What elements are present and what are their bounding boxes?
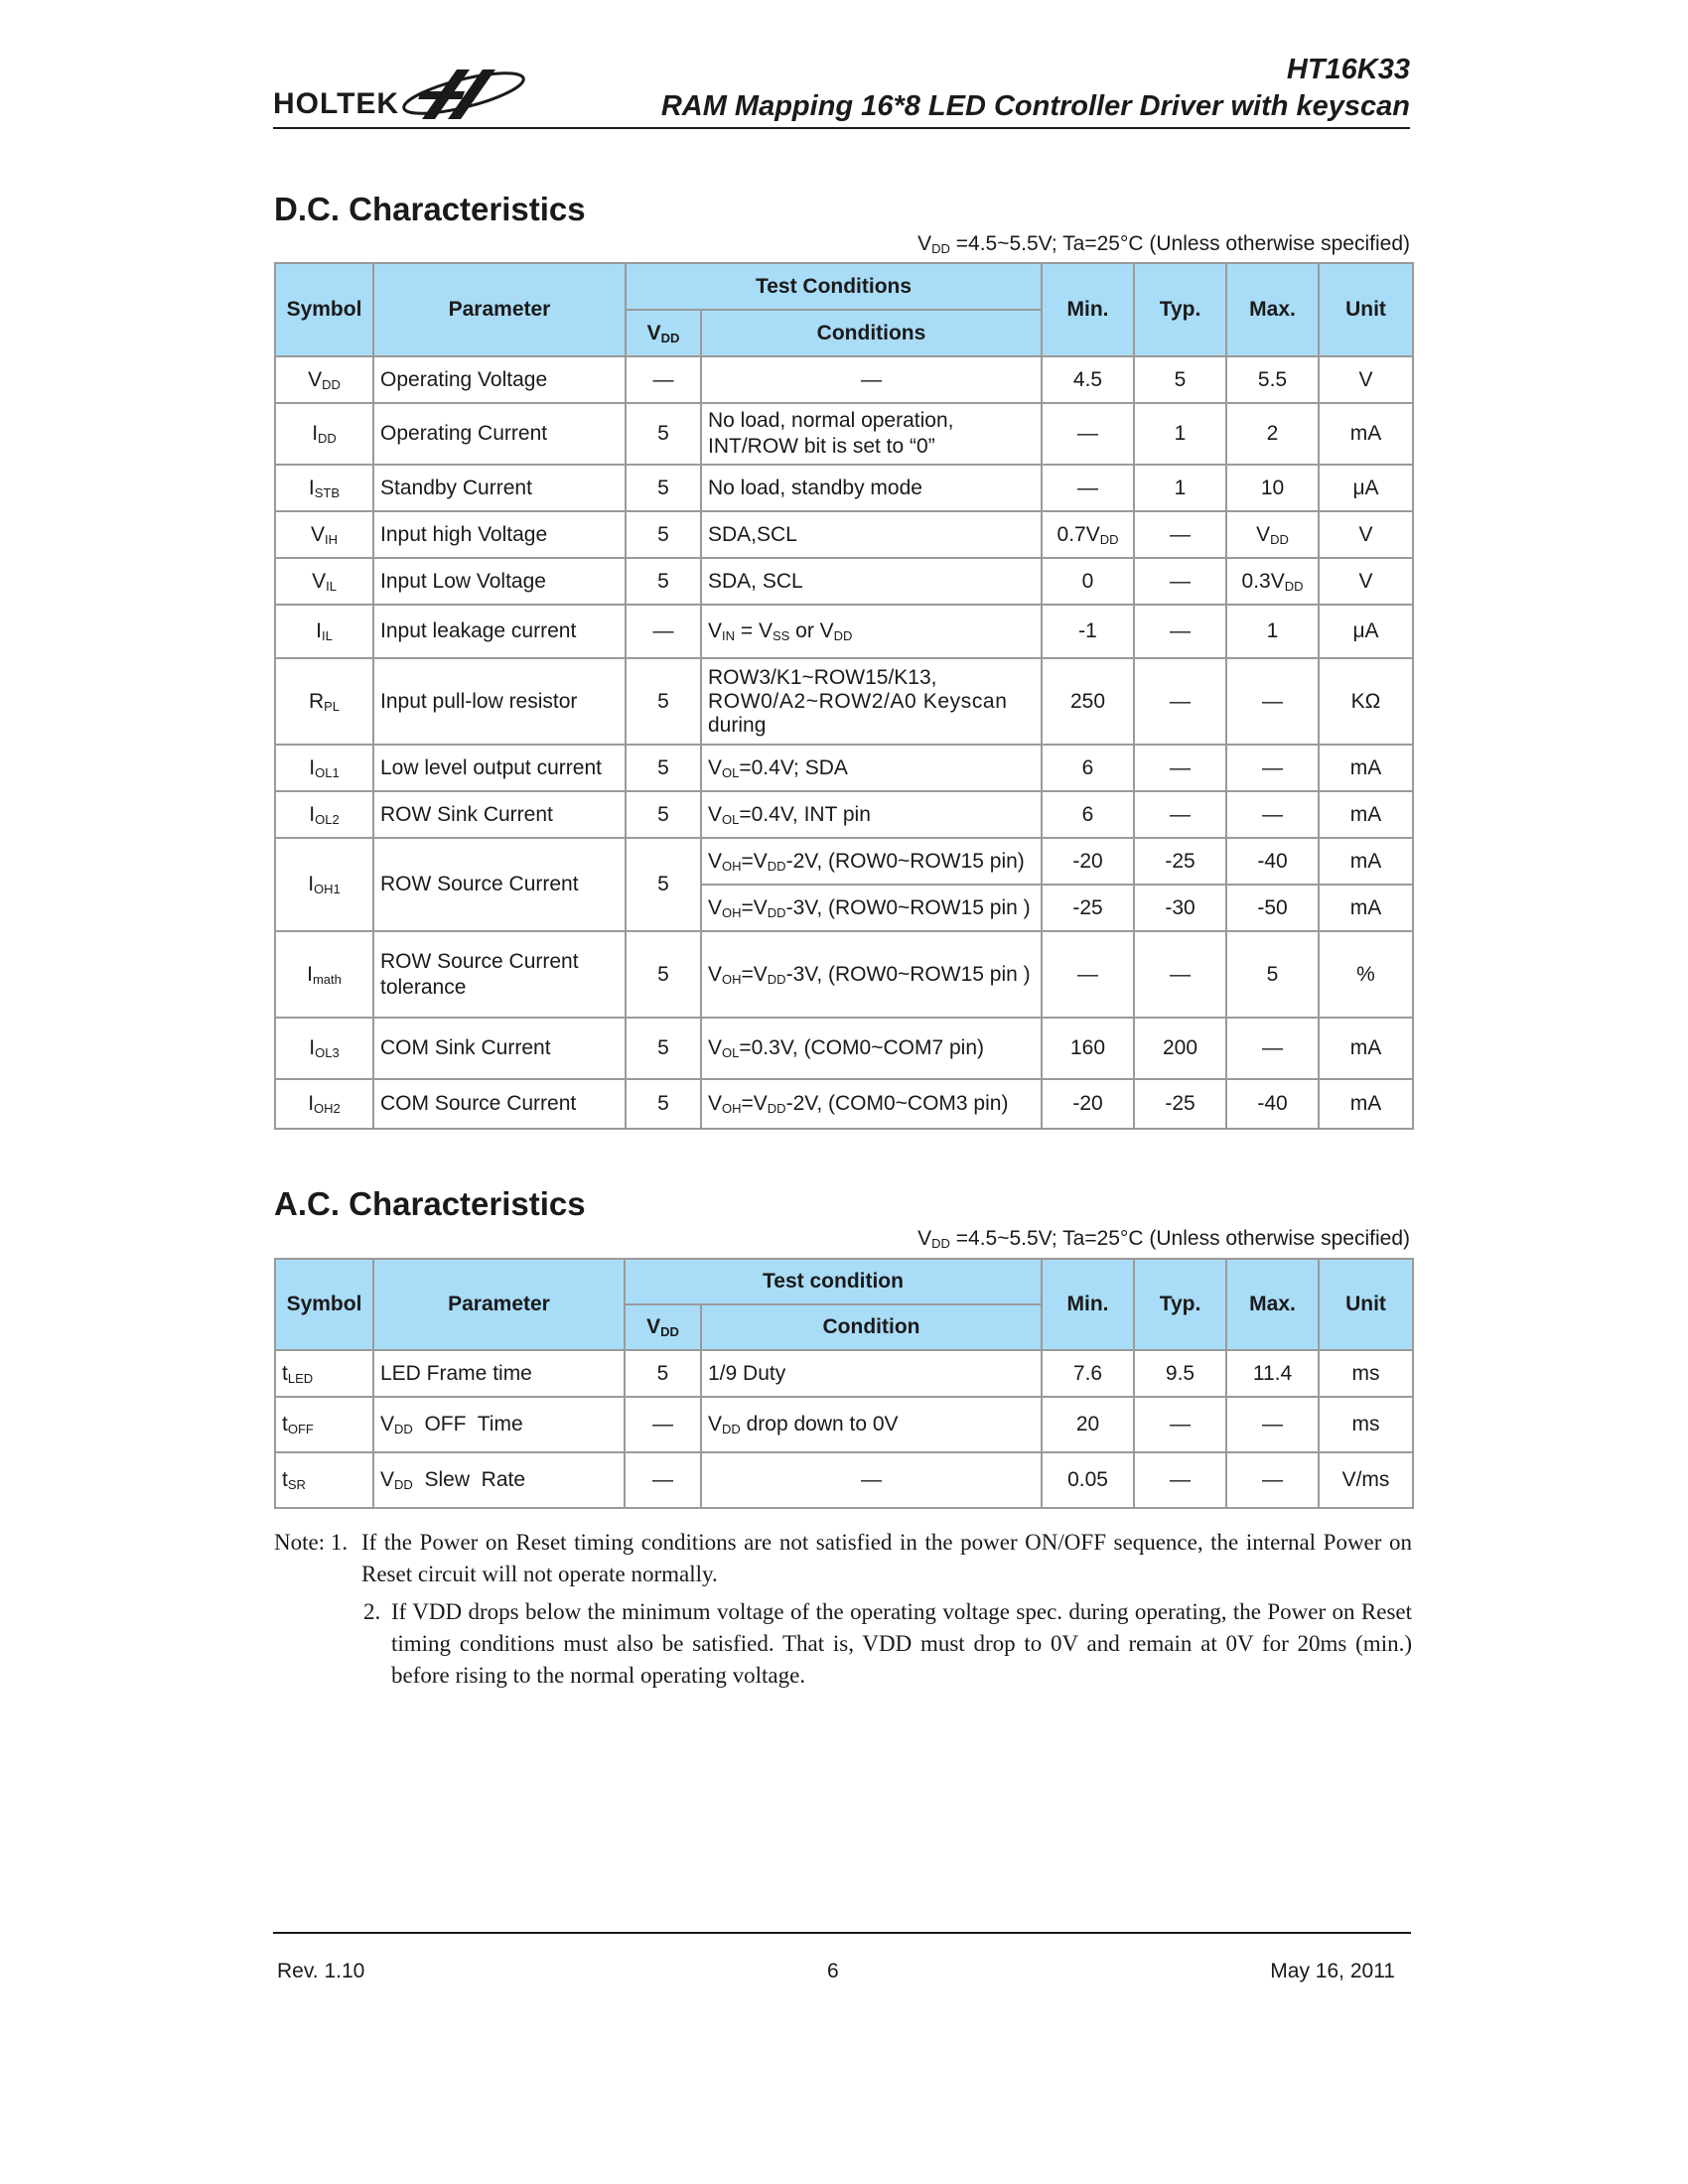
parameter-cell: ROW Sink Current — [373, 791, 626, 838]
symbol: R — [308, 689, 325, 713]
symbol-cell — [275, 403, 373, 465]
cond-sub: DD — [767, 971, 786, 987]
unit-cell: V — [1319, 558, 1413, 605]
cond-sub: DD — [833, 628, 853, 643]
symbol: V — [308, 367, 323, 391]
unit-cell: mA — [1319, 403, 1413, 465]
logo-wordmark: HOLTEK — [273, 87, 400, 120]
symbol-cell — [275, 465, 373, 511]
max-value: 0.3V — [1241, 569, 1285, 593]
cond-sub: OL — [722, 764, 740, 780]
conditions-cell — [701, 931, 1042, 1018]
cond-part: drop down to 0V — [740, 1413, 899, 1435]
table-row — [275, 791, 1413, 838]
parameter-cell: Operating Current — [373, 403, 626, 465]
page-number: 6 — [827, 1960, 839, 1982]
cond-sub: SS — [772, 628, 790, 643]
vdd-cell: 5 — [626, 1018, 701, 1079]
typ-cell: 9.5 — [1134, 1350, 1226, 1397]
ac-characteristics-table — [274, 1258, 1414, 1509]
cond-sub: OH — [722, 1101, 742, 1116]
conditions-cell — [701, 403, 1042, 465]
cond-part: -3V, (ROW0~ROW15 pin ) — [785, 895, 1031, 919]
cond-part: =V — [741, 962, 768, 986]
cond-part: V — [708, 802, 723, 826]
header-condition: Condition — [701, 1304, 1042, 1350]
min-sub: DD — [1099, 531, 1119, 547]
symbol: t — [282, 1468, 288, 1491]
parameter-cell: Standby Current — [373, 465, 626, 511]
max-sub: DD — [1284, 578, 1304, 594]
cond-part: =V — [741, 895, 768, 919]
table-row — [275, 403, 1413, 465]
cond-part: =0.4V; SDA — [739, 755, 848, 779]
parameter-cell — [373, 1452, 625, 1508]
min-cell: 7.6 — [1042, 1350, 1134, 1397]
unit-cell: mA — [1319, 791, 1413, 838]
symbol-cell — [275, 605, 373, 658]
unit-cell: ms — [1319, 1397, 1413, 1452]
cond-part: -2V, (ROW0~ROW15 pin) — [785, 849, 1025, 873]
cond-sub: DD — [767, 858, 786, 874]
parameter-cell: LED Frame time — [373, 1350, 625, 1397]
header-min: Min. — [1042, 263, 1134, 356]
cond-part: V — [708, 1092, 723, 1115]
max-cell: 1 — [1226, 605, 1319, 658]
cond-sub: DD — [767, 1101, 786, 1116]
min-cell: — — [1042, 931, 1134, 1018]
symbol-cell — [275, 558, 373, 605]
header-vdd-sym: V — [646, 321, 661, 344]
table-row — [275, 1452, 1413, 1508]
cond-part: = V — [735, 619, 773, 642]
cond-sub: OH — [722, 904, 742, 920]
conditions-cell — [701, 1018, 1042, 1079]
typ-cell: — — [1134, 745, 1226, 791]
table-row — [275, 838, 1413, 885]
note-2 — [274, 1596, 1412, 1692]
max-cell: -40 — [1226, 1079, 1319, 1129]
table-row — [275, 1397, 1413, 1452]
vdd-cell: — — [626, 356, 701, 403]
parameter-cell: Input leakage current — [373, 605, 626, 658]
vdd-cell: 5 — [626, 745, 701, 791]
symbol-cell — [275, 1079, 373, 1129]
unit-cell: mA — [1319, 838, 1413, 885]
symbol-sub: IL — [322, 628, 333, 643]
dc-characteristics-table — [274, 262, 1414, 1130]
cond-part: V — [708, 1036, 723, 1059]
header-vdd-sym: V — [646, 1315, 661, 1338]
cond-part: V — [708, 849, 723, 873]
cond-part: V — [708, 962, 723, 986]
cond-sub: DD — [767, 904, 786, 920]
cond-part: =V — [741, 1092, 768, 1115]
conditions-line: INT/ROW bit is set to “0” — [708, 435, 935, 458]
note-symbol: V — [917, 232, 932, 255]
table-row — [275, 745, 1413, 791]
symbol: I — [309, 1036, 316, 1059]
vdd-cell: — — [626, 605, 701, 658]
symbol-cell — [275, 1350, 373, 1397]
vdd-cell: 5 — [626, 1079, 701, 1129]
conditions-cell — [701, 791, 1042, 838]
header-title-block — [661, 52, 1410, 125]
symbol: I — [316, 619, 322, 642]
symbol-sub: OH1 — [314, 882, 341, 896]
symbol-sub: PL — [324, 698, 341, 714]
min-cell: -25 — [1042, 885, 1134, 931]
symbol-sub: LED — [287, 1370, 314, 1386]
table-row — [275, 356, 1413, 403]
conditions-cell: 1/9 Duty — [701, 1350, 1042, 1397]
conditions-cell — [701, 658, 1042, 745]
note-subscript: DD — [931, 241, 950, 256]
min-cell: — — [1042, 403, 1134, 465]
holtek-logo — [273, 62, 531, 125]
cond-part: -2V, (COM0~COM3 pin) — [785, 1092, 1009, 1115]
part-number: HT16K33 — [1286, 54, 1410, 85]
min-cell: 20 — [1042, 1397, 1134, 1452]
conditions-cell — [701, 1079, 1042, 1129]
vdd-cell: 5 — [626, 465, 701, 511]
symbol-cell — [275, 745, 373, 791]
header-typ: Typ. — [1134, 1259, 1226, 1350]
typ-cell: 5 — [1134, 356, 1226, 403]
symbol-sub: OH2 — [314, 1101, 341, 1116]
max-sub: DD — [1270, 531, 1289, 547]
symbol-cell — [275, 511, 373, 558]
vdd-cell: 5 — [626, 403, 701, 465]
cond-part: =0.3V, (COM0~COM7 pin) — [739, 1036, 985, 1059]
max-cell — [1226, 558, 1319, 605]
symbol-cell — [275, 931, 373, 1018]
cond-part: V — [708, 895, 723, 919]
max-value: V — [1256, 522, 1271, 546]
conditions-cell — [701, 1397, 1042, 1452]
unit-cell: V — [1319, 511, 1413, 558]
param-part: V — [380, 1468, 395, 1491]
symbol: t — [282, 1361, 288, 1385]
typ-cell: — — [1134, 605, 1226, 658]
note-text: =4.5~5.5V; Ta=25°C (Unless otherwise specified) — [949, 1227, 1410, 1250]
min-cell: 6 — [1042, 791, 1134, 838]
conditions-cell: No load, standby mode — [701, 465, 1042, 511]
symbol-sub: DD — [318, 431, 337, 446]
max-cell: — — [1226, 1018, 1319, 1079]
symbol-sub: OL2 — [315, 811, 340, 827]
header-parameter: Parameter — [373, 263, 626, 356]
min-cell — [1042, 511, 1134, 558]
unit-cell: mA — [1319, 885, 1413, 931]
symbol-sub: IH — [325, 531, 338, 547]
cond-part: V — [708, 755, 723, 779]
max-cell: — — [1226, 1452, 1319, 1508]
header-vdd — [626, 310, 701, 356]
typ-cell: 200 — [1134, 1018, 1226, 1079]
header-test-conditions: Test Conditions — [626, 263, 1042, 310]
note-label: 2. — [363, 1599, 381, 1624]
unit-cell: mA — [1319, 1079, 1413, 1129]
typ-cell: — — [1134, 1397, 1226, 1452]
page-footer — [273, 1932, 1411, 1982]
note-label: Note: 1. — [274, 1530, 349, 1555]
param-sub: DD — [394, 1422, 413, 1436]
symbol: t — [282, 1413, 288, 1435]
symbol: I — [308, 873, 315, 895]
page-header — [273, 48, 1410, 129]
conditions-cell: — — [701, 356, 1042, 403]
symbol: I — [309, 802, 316, 826]
cond-sub: OH — [722, 858, 742, 874]
note-text: If the Power on Reset timing conditions are not satisfied in the power ON/OFF sequence, the internal Power on Reset circuit will not operate normally. — [361, 1530, 1412, 1586]
unit-cell: ms — [1319, 1350, 1413, 1397]
table-row — [275, 1018, 1413, 1079]
conditions-line: ROW0/A2~ROW2/A0 Keyscan — [708, 689, 1008, 713]
vdd-cell: 5 — [626, 931, 701, 1018]
header-max: Max. — [1226, 263, 1319, 356]
logo-mark — [400, 65, 526, 121]
symbol-cell — [275, 356, 373, 403]
max-cell: -50 — [1226, 885, 1319, 931]
unit-cell: μA — [1319, 465, 1413, 511]
max-cell: — — [1226, 791, 1319, 838]
symbol-cell — [275, 1452, 373, 1508]
conditions-line: No load, normal operation, — [708, 409, 954, 432]
cond-sub: DD — [722, 1422, 741, 1436]
header-test-condition: Test condition — [625, 1259, 1042, 1304]
typ-cell: — — [1134, 658, 1226, 745]
header-unit: Unit — [1319, 1259, 1413, 1350]
typ-cell: — — [1134, 511, 1226, 558]
conditions-cell — [701, 838, 1042, 885]
max-cell: 5.5 — [1226, 356, 1319, 403]
table-row — [275, 558, 1413, 605]
typ-cell: — — [1134, 791, 1226, 838]
cond-part: V — [708, 619, 723, 642]
parameter-line: ROW Source Current — [380, 949, 579, 973]
typ-cell: 1 — [1134, 465, 1226, 511]
min-cell: 0 — [1042, 558, 1134, 605]
table-row — [275, 465, 1413, 511]
parameter-cell: Operating Voltage — [373, 356, 626, 403]
unit-cell: mA — [1319, 745, 1413, 791]
typ-cell: — — [1134, 558, 1226, 605]
table-row — [275, 1079, 1413, 1129]
symbol-sub: IL — [326, 578, 337, 594]
symbol-sub: STB — [314, 484, 341, 500]
table-row — [275, 658, 1413, 745]
conditions-cell — [701, 745, 1042, 791]
conditions-cell: — — [701, 1452, 1042, 1508]
cond-sub: OH — [722, 971, 742, 987]
header-symbol: Symbol — [275, 1259, 373, 1350]
vdd-cell: 5 — [625, 1350, 701, 1397]
note-subscript: DD — [931, 1236, 950, 1251]
min-cell: 4.5 — [1042, 356, 1134, 403]
vdd-cell: 5 — [626, 791, 701, 838]
cond-sub: OL — [722, 1045, 740, 1060]
max-cell: — — [1226, 658, 1319, 745]
conditions-line: ROW3/K1~ROW15/K13, — [708, 665, 937, 689]
symbol: V — [312, 569, 327, 593]
unit-cell: μA — [1319, 605, 1413, 658]
header-vdd-sub: DD — [660, 330, 680, 345]
conditions-cell — [701, 605, 1042, 658]
parameter-cell — [373, 931, 626, 1018]
unit-cell: % — [1319, 931, 1413, 1018]
header-unit: Unit — [1319, 263, 1413, 356]
symbol-cell — [275, 1018, 373, 1079]
conditions-cell: SDA,SCL — [701, 511, 1042, 558]
cond-sub: IN — [722, 628, 736, 643]
typ-cell: -25 — [1134, 1079, 1226, 1129]
conditions-cell — [701, 885, 1042, 931]
dc-conditions-note — [917, 232, 1410, 256]
document-date: May 16, 2011 — [1270, 1960, 1395, 1982]
header-parameter: Parameter — [373, 1259, 625, 1350]
min-cell: -20 — [1042, 838, 1134, 885]
param-part: V — [380, 1413, 395, 1435]
ac-conditions-note — [917, 1227, 1410, 1251]
min-cell: -1 — [1042, 605, 1134, 658]
table-row — [275, 511, 1413, 558]
note-1 — [274, 1527, 1412, 1590]
unit-cell: V — [1319, 356, 1413, 403]
parameter-cell: COM Source Current — [373, 1079, 626, 1129]
min-cell: 250 — [1042, 658, 1134, 745]
symbol-sub: OFF — [287, 1422, 314, 1436]
vdd-cell: 5 — [626, 658, 701, 745]
min-cell: — — [1042, 465, 1134, 511]
cond-part: V — [708, 1413, 723, 1435]
header-typ: Typ. — [1134, 263, 1226, 356]
parameter-cell: Low level output current — [373, 745, 626, 791]
parameter-cell: ROW Source Current — [373, 838, 626, 931]
symbol: I — [309, 755, 316, 779]
typ-cell: -25 — [1134, 838, 1226, 885]
ac-section-title: A.C. Characteristics — [274, 1185, 586, 1222]
table-row — [275, 1350, 1413, 1397]
conditions-line: during — [708, 713, 767, 737]
symbol: I — [307, 962, 313, 986]
symbol-sub: OL3 — [315, 1045, 340, 1060]
typ-cell: -30 — [1134, 885, 1226, 931]
header-vdd-sub: DD — [660, 1324, 679, 1339]
table-row — [275, 605, 1413, 658]
symbol: I — [308, 1092, 315, 1115]
typ-cell: 1 — [1134, 403, 1226, 465]
symbol-sub: OL1 — [315, 764, 340, 780]
typ-cell: — — [1134, 1452, 1226, 1508]
parameter-line: tolerance — [380, 975, 467, 999]
vdd-cell: 5 — [626, 511, 701, 558]
parameter-cell — [373, 1397, 625, 1452]
max-cell: — — [1226, 1397, 1319, 1452]
symbol-sub: math — [312, 971, 342, 987]
min-cell: -20 — [1042, 1079, 1134, 1129]
header-vdd — [625, 1304, 701, 1350]
revision: Rev. 1.10 — [277, 1960, 365, 1982]
header-min: Min. — [1042, 1259, 1134, 1350]
cond-part: -3V, (ROW0~ROW15 pin ) — [785, 962, 1031, 986]
header-symbol: Symbol — [275, 263, 373, 356]
max-cell: 11.4 — [1226, 1350, 1319, 1397]
symbol-cell — [275, 658, 373, 745]
min-value: 0.7V — [1056, 522, 1100, 546]
symbol-sub: DD — [322, 376, 341, 392]
typ-cell: — — [1134, 931, 1226, 1018]
min-cell: 0.05 — [1042, 1452, 1134, 1508]
table-row — [275, 931, 1413, 1018]
param-part: Slew Rate — [412, 1468, 526, 1491]
vdd-cell: — — [625, 1397, 701, 1452]
vdd-cell: — — [625, 1452, 701, 1508]
min-cell: 6 — [1042, 745, 1134, 791]
unit-cell: KΩ — [1319, 658, 1413, 745]
symbol: I — [312, 422, 319, 445]
unit-cell: V/ms — [1319, 1452, 1413, 1508]
vdd-cell: 5 — [626, 838, 701, 931]
max-cell: — — [1226, 745, 1319, 791]
max-cell: 5 — [1226, 931, 1319, 1018]
dc-section-title: D.C. Characteristics — [274, 191, 586, 227]
parameter-cell: COM Sink Current — [373, 1018, 626, 1079]
note-text: =4.5~5.5V; Ta=25°C (Unless otherwise specified) — [949, 232, 1410, 255]
document-subtitle: RAM Mapping 16*8 LED Controller Driver with keyscan — [660, 90, 1410, 122]
symbol-cell — [275, 1397, 373, 1452]
parameter-cell: Input Low Voltage — [373, 558, 626, 605]
param-sub: DD — [394, 1477, 413, 1492]
symbol-cell — [275, 838, 373, 931]
header-max: Max. — [1226, 1259, 1319, 1350]
symbol: I — [308, 476, 315, 499]
param-part: OFF Time — [412, 1413, 523, 1435]
conditions-cell: SDA, SCL — [701, 558, 1042, 605]
cond-part: =V — [741, 849, 768, 873]
max-cell: -40 — [1226, 838, 1319, 885]
header-conditions: Conditions — [701, 310, 1042, 356]
vdd-cell: 5 — [626, 558, 701, 605]
parameter-cell: Input pull-low resistor — [373, 658, 626, 745]
symbol: V — [310, 522, 325, 546]
max-cell: 2 — [1226, 403, 1319, 465]
symbol-sub: SR — [287, 1477, 306, 1492]
symbol-cell — [275, 791, 373, 838]
max-cell — [1226, 511, 1319, 558]
parameter-cell: Input high Voltage — [373, 511, 626, 558]
unit-cell: mA — [1319, 1018, 1413, 1079]
min-cell: 160 — [1042, 1018, 1134, 1079]
notes-block — [274, 1527, 1412, 1692]
cond-part: or V — [789, 619, 834, 642]
cond-sub: OL — [722, 811, 740, 827]
note-symbol: V — [917, 1227, 932, 1250]
cond-part: =0.4V, INT pin — [739, 802, 871, 826]
note-text: If VDD drops below the minimum voltage of the operating voltage spec. during operating, the Power on Reset timing conditions must also be satisfied. That is, VDD must drop to 0V and remain at 0V for 20ms (min.) before rising to the normal operating voltage. — [391, 1599, 1412, 1688]
max-cell: 10 — [1226, 465, 1319, 511]
